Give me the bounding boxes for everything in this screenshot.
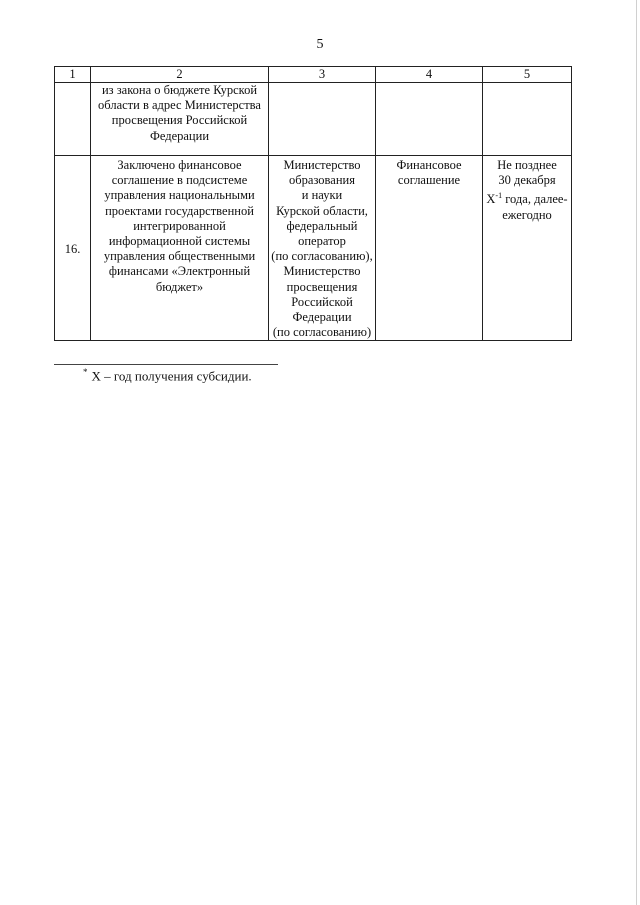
row-number: 16. xyxy=(55,156,91,341)
footnote-marker: * xyxy=(83,367,88,377)
row-document: Финансовое соглашение xyxy=(376,156,483,341)
deadline-x: Х xyxy=(486,192,496,207)
deadline-year-text: года, далее- xyxy=(502,192,568,207)
schedule-table xyxy=(54,66,572,341)
deadline-line-1: Не позднее xyxy=(497,158,557,172)
footnote-separator xyxy=(54,364,278,365)
footnote xyxy=(83,367,252,384)
header-col-3: 3 xyxy=(269,67,376,83)
row-responsible: Министерство образования и науки Курской области, федеральный оператор (по согласованию), Министерство просвещения Российской Федерации (по согласованию) xyxy=(269,156,376,341)
scan-edge-line xyxy=(636,0,637,905)
header-col-5: 5 xyxy=(483,67,572,83)
header-col-2: 2 xyxy=(91,67,269,83)
page-number: 5 xyxy=(316,37,324,52)
continuation-col-4 xyxy=(376,83,483,156)
continuation-col-5 xyxy=(483,83,572,156)
table-header-row xyxy=(55,67,572,83)
deadline-line-2: 30 декабря xyxy=(498,173,556,188)
continuation-description: из закона о бюджете Курской области в адрес Министерства просвещения Российской Федерации xyxy=(91,83,269,156)
row-deadline xyxy=(483,156,572,341)
table-row-continuation xyxy=(55,83,572,156)
deadline-line-3 xyxy=(485,188,569,207)
continuation-col-3 xyxy=(269,83,376,156)
header-col-1: 1 xyxy=(55,67,91,83)
deadline-superscript: -1 xyxy=(495,191,503,201)
deadline-line-4: ежегодно xyxy=(502,207,552,222)
continuation-col-1 xyxy=(55,83,91,156)
row-description: Заключено финансовое соглашение в подсистеме управления национальными проектами государственной интегрированной информационной системы управления общественными финансами «Электронный бюджет» xyxy=(91,156,269,341)
footnote-text: Х – год получения субсидии. xyxy=(91,368,252,384)
header-col-4: 4 xyxy=(376,67,483,83)
table-row-16 xyxy=(55,156,572,341)
